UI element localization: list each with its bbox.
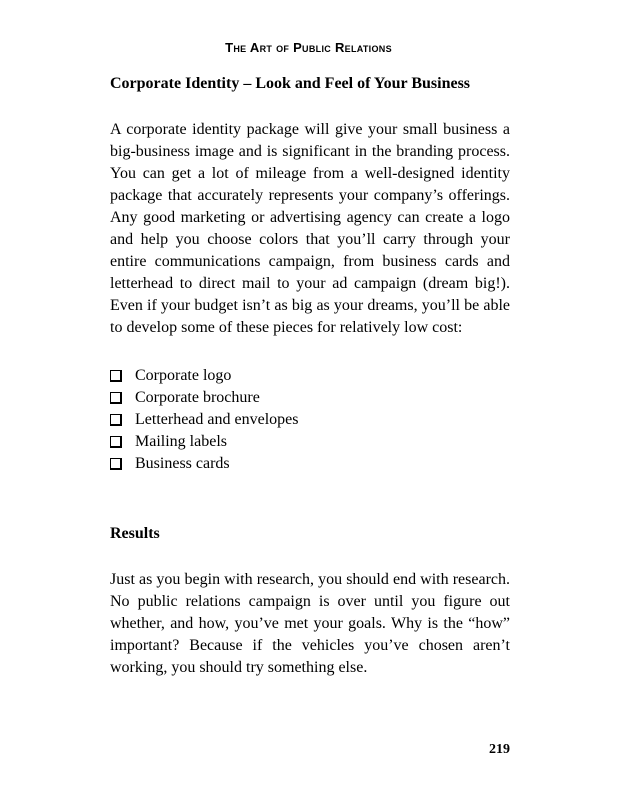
- list-item: [110, 453, 510, 475]
- list-item: [110, 431, 510, 453]
- section-heading-results: Results: [110, 525, 160, 542]
- paragraph-results: Just as you begin with research, you should end with research. No public relations campaign is over until you figure out whether, and how, you’ve met your goals. Why is the “how” important? Because if the vehicles you’ve chosen aren’t working, you should try something else.: [110, 571, 510, 676]
- list-item-label: Letterhead and envelopes: [135, 411, 299, 428]
- checkbox-icon: [110, 370, 122, 382]
- list-item: [110, 365, 510, 387]
- list-item-label: Business cards: [135, 455, 230, 472]
- running-head: The Art of Public Relations: [225, 40, 392, 55]
- list-item-label: Corporate logo: [135, 367, 232, 384]
- checkbox-icon: [110, 458, 122, 470]
- page-number: 219: [489, 742, 510, 757]
- paragraph-corporate-identity: A corporate identity package will give your small business a big-business image and is significant in the branding process. You can get a lot of mileage from a well-designed identity package that accurately represents your company’s offerings. Any good marketing or advertising agency can create a logo and help you choose colors that you’ll carry through your entire communications campaign, from business cards and letterhead to direct mail to your ad campaign (dream big!). Even if your budget isn’t as big as your dreams, you’ll be able to develop some of these pieces for relatively low cost:: [110, 121, 510, 336]
- list-item-label: Corporate brochure: [135, 389, 260, 406]
- checklist: [110, 365, 510, 475]
- checkbox-icon: [110, 414, 122, 426]
- list-item: [110, 387, 510, 409]
- checkbox-icon: [110, 436, 122, 448]
- section-heading-corporate-identity: Corporate Identity – Look and Feel of Your Business: [110, 75, 471, 92]
- checkbox-icon: [110, 392, 122, 404]
- page-content: [110, 73, 510, 679]
- list-item-label: Mailing labels: [135, 433, 227, 450]
- list-item: [110, 409, 510, 431]
